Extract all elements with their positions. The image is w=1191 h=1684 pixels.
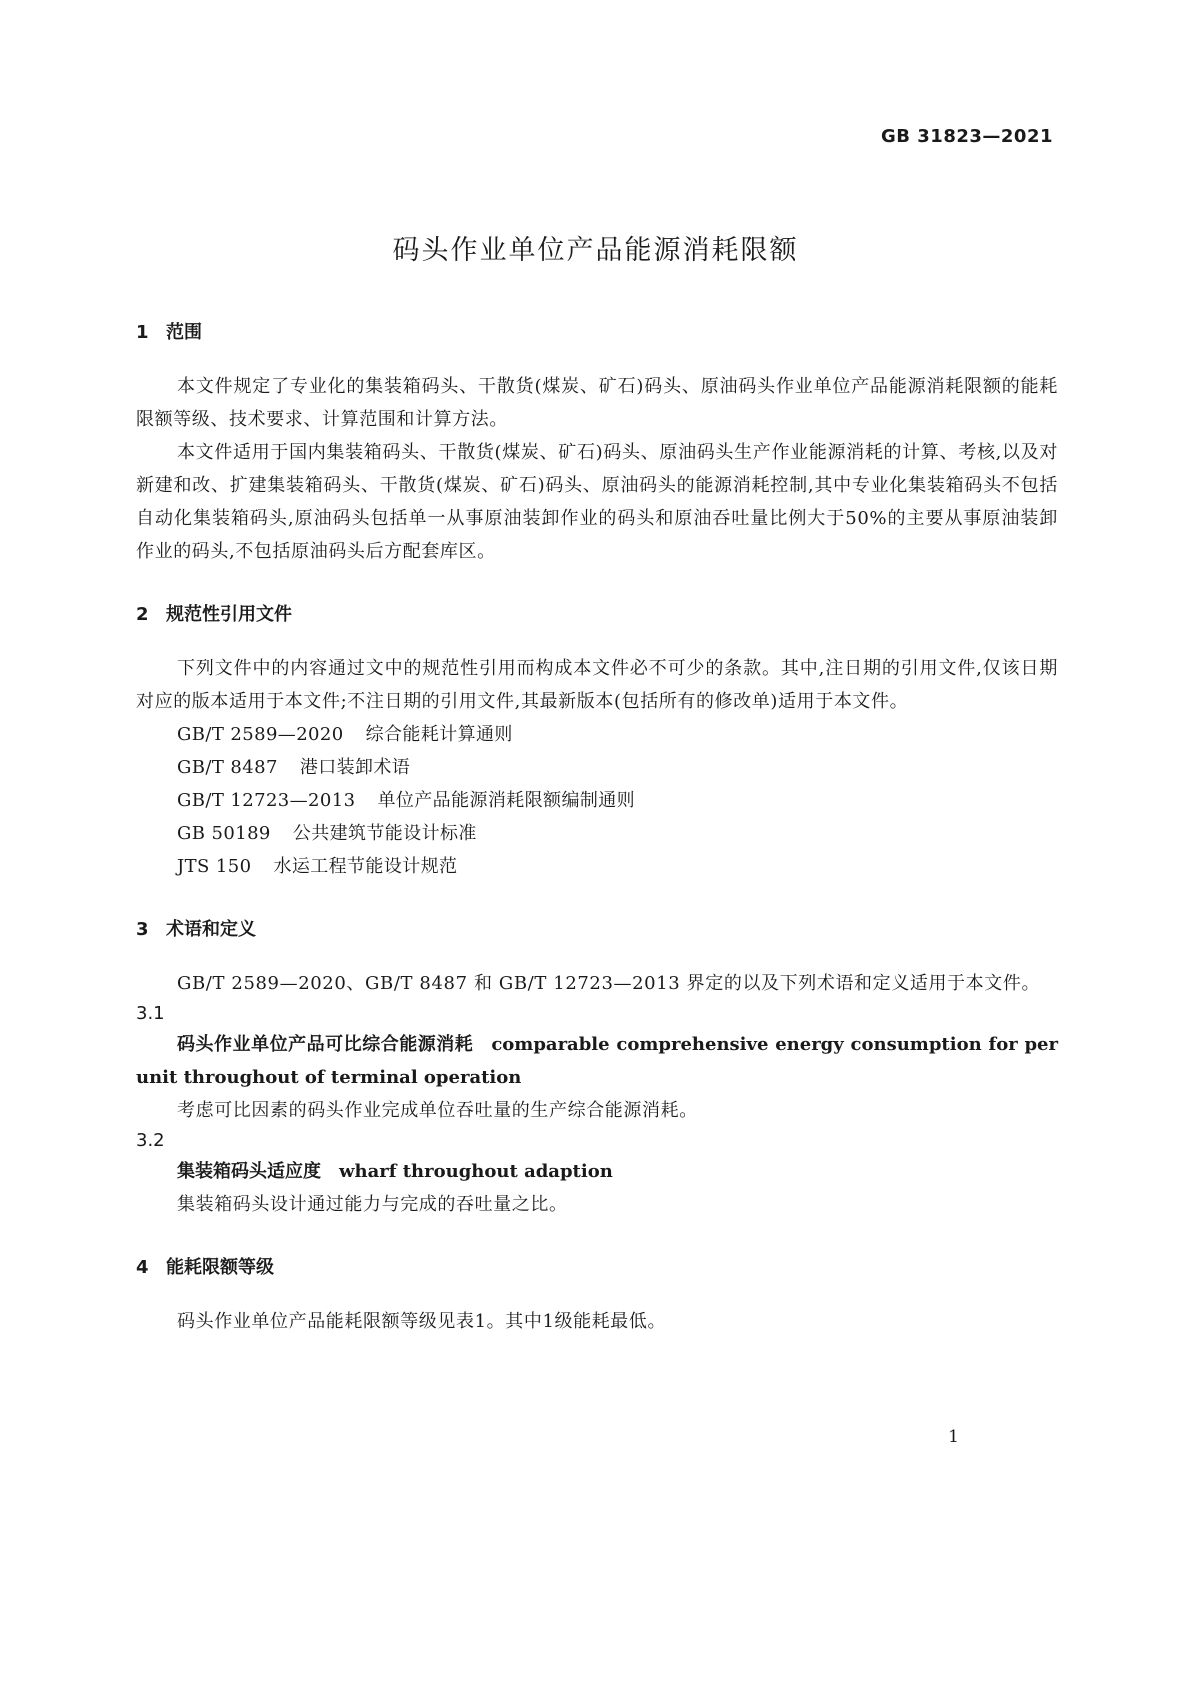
- paragraph: 本文件适用于国内集装箱码头、干散货(煤炭、矿石)码头、原油码头生产作业能源消耗的计算、考核,以及对新建和改、扩建集装箱码头、干散货(煤炭、矿石)码头、原油码头的能源消耗控制,其中专业化集装箱码头不包括自动化集装箱码头,原油码头包括单一从事原油装卸作业的码头和原油吞吐量比例大于50%的主要从事原油装卸作业的码头,不包括原油码头后方配套库区。: [136, 442, 1058, 562]
- section-number: 1: [136, 322, 149, 343]
- section-number: 3: [136, 919, 149, 940]
- page-number: 1: [948, 1427, 959, 1447]
- reference-name: 公共建筑节能设计标准: [292, 823, 477, 844]
- term-definition: 考虑可比因素的码头作业完成单位吞吐量的生产综合能源消耗。: [177, 1100, 698, 1121]
- term-zh: 码头作业单位产品可比综合能源消耗: [177, 1034, 474, 1055]
- section-heading-energy-limit-grades: [136, 1253, 1058, 1283]
- paragraph: 码头作业单位产品能耗限额等级见表1。其中1级能耗最低。: [177, 1311, 667, 1332]
- section-title: 范围: [166, 322, 202, 343]
- paragraph: 本文件规定了专业化的集装箱码头、干散货(煤炭、矿石)码头、原油码头作业单位产品能源消耗限额的能耗限额等级、技术要求、计算范围和计算方法。: [136, 376, 1058, 430]
- term-zh: 集装箱码头适应度: [177, 1161, 321, 1182]
- reference-item: [136, 784, 1058, 817]
- section-title: 规范性引用文件: [166, 604, 292, 625]
- reference-name: 单位产品能源消耗限额编制通则: [377, 790, 636, 811]
- reference-item: [136, 751, 1058, 784]
- reference-item: [136, 817, 1058, 850]
- section-number: 4: [136, 1257, 149, 1278]
- term-heading: [136, 1028, 1058, 1094]
- document-body: [136, 318, 1058, 1338]
- term-definition: 集装箱码头设计通过能力与完成的吞吐量之比。: [177, 1194, 568, 1215]
- section-number: 2: [136, 604, 149, 625]
- reference-name: 综合能耗计算通则: [365, 724, 513, 745]
- term-en: wharf throughout adaption: [339, 1161, 613, 1182]
- reference-name: 港口装卸术语: [299, 757, 411, 778]
- document-title: 码头作业单位产品能源消耗限额: [392, 235, 799, 266]
- term-number: 3.2: [136, 1130, 165, 1151]
- reference-code: JTS 150: [177, 856, 252, 877]
- standard-number: GB 31823—2021: [881, 126, 1053, 147]
- section-heading-terms-definitions: [136, 915, 1058, 945]
- reference-code: GB/T 8487: [177, 757, 278, 778]
- term-en: comparable comprehensive energy consumption for per unit throughout of terminal operation: [136, 1034, 1058, 1088]
- section-title: 能耗限额等级: [166, 1257, 274, 1278]
- term-heading: [136, 1155, 1058, 1188]
- reference-name: 水运工程节能设计规范: [273, 856, 458, 877]
- reference-item: [136, 850, 1058, 883]
- reference-item: [136, 718, 1058, 751]
- term-number: 3.1: [136, 1003, 165, 1024]
- reference-code: GB/T 2589—2020: [177, 724, 344, 745]
- section-heading-scope: [136, 318, 1058, 348]
- reference-code: GB 50189: [177, 823, 271, 844]
- section-title: 术语和定义: [166, 919, 256, 940]
- paragraph: 下列文件中的内容通过文中的规范性引用而构成本文件必不可少的条款。其中,注日期的引用文件,仅该日期对应的版本适用于本文件;不注日期的引用文件,其最新版本(包括所有的修改单)适用于本文件。: [136, 658, 1058, 712]
- paragraph: GB/T 2589—2020、GB/T 8487 和 GB/T 12723—2013 界定的以及下列术语和定义适用于本文件。: [177, 973, 1041, 994]
- reference-code: GB/T 12723—2013: [177, 790, 356, 811]
- section-heading-normative-references: [136, 600, 1058, 630]
